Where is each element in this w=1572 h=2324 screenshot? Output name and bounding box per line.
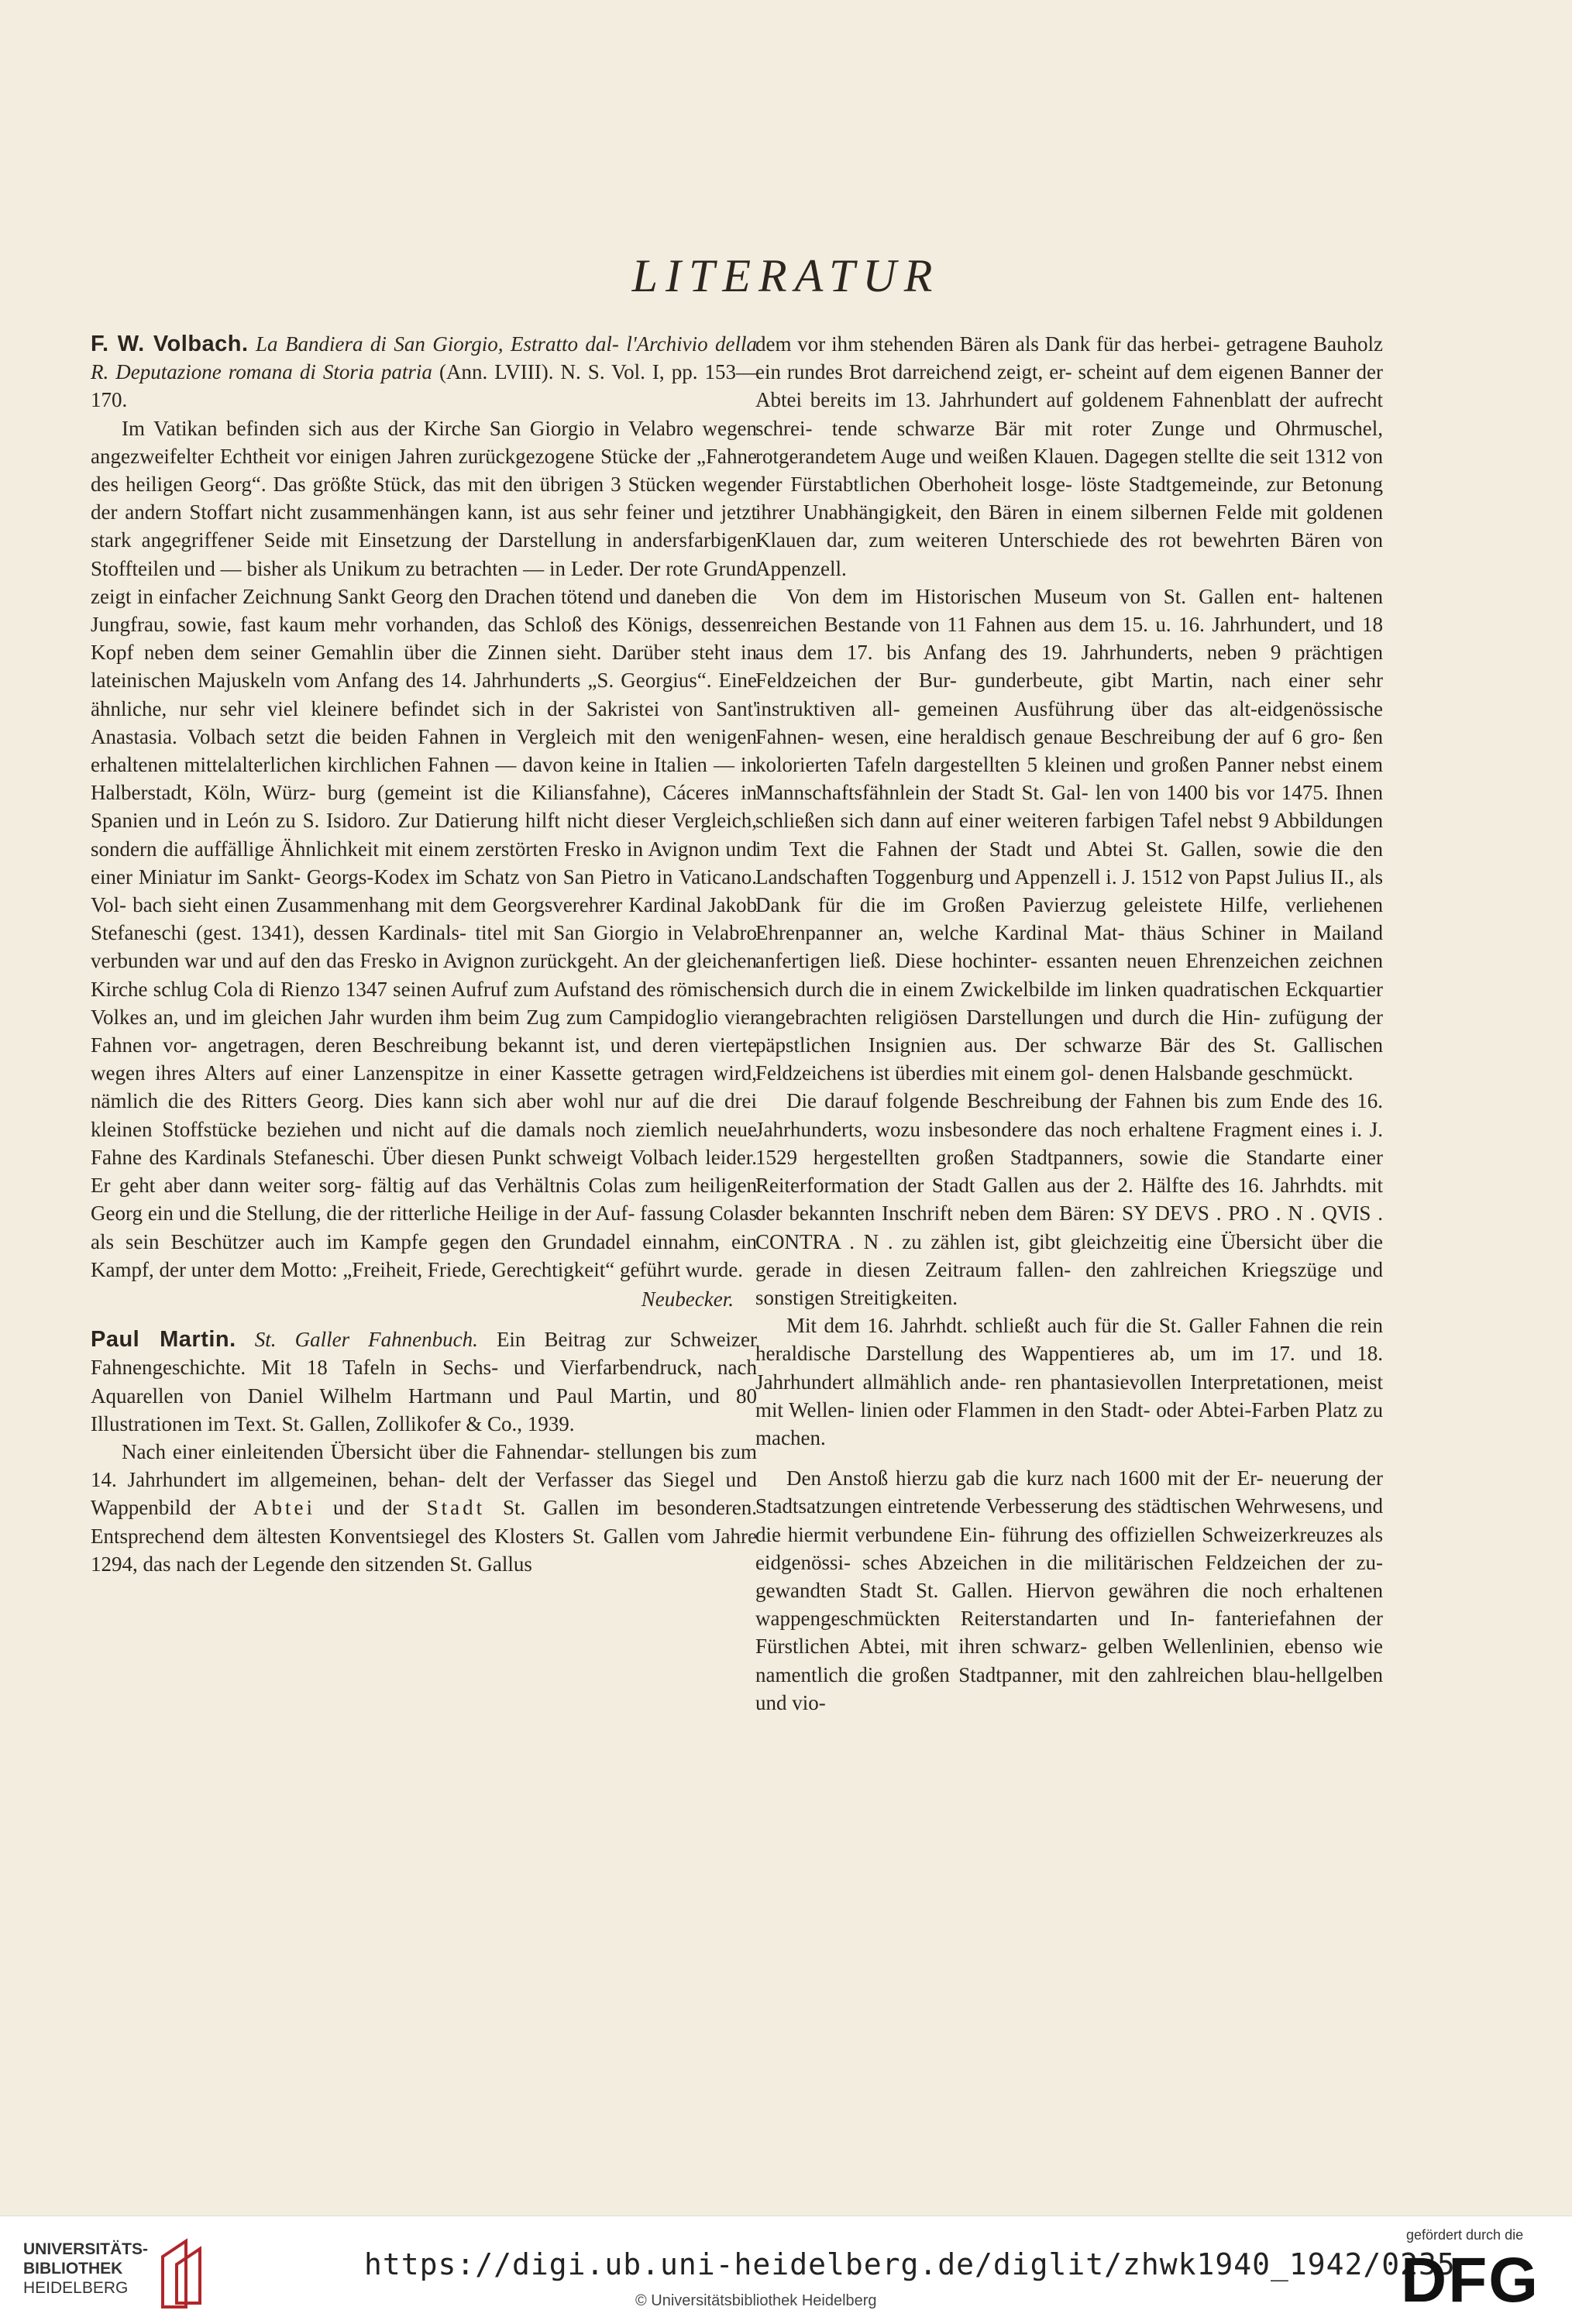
right-column xyxy=(755,330,1383,1717)
review-author: F. W. Volbach. xyxy=(91,332,249,356)
paragraph: Die darauf folgende Beschreibung der Fahnen bis zum Ende des 16. Jahrhunderts, wozu insbesondere das noch erhaltene Fragment eines i. J. 1529 hergestellten großen Stadtpanners, sowie die Standarte einer Reiterformation der Stadt Gallen aus der 2. Hälfte des 16. Jahrhdts. mit der bekannten Inschrift neben dem Bären: SY DEVS . PRO . N . QVIS . CONTRA . N . zu zählen ist, gibt gleichzeitig eine Übersicht über die gerade in diesen Zeitraum fallen- den zahlreichen Kriegszüge und sonstigen Streitigkeiten. xyxy=(755,1089,1383,1309)
library-name-line: BIBLIOTHEK xyxy=(23,2260,123,2278)
funding-label: gefördert durch die xyxy=(1406,2227,1524,2243)
viewer-footer xyxy=(0,2216,1572,2324)
paragraph: Von dem im Historischen Museum von St. Gallen ent- haltenen reichen Bestande von 11 Fahnen aus dem 15. u. 16. Jahrhundert, und 18 aus dem 17. bis Anfang des 19. Jahrhunderts, neben 9 prächtigen Feldzeichen der Bur- gunderbeute, gibt Martin, nach einer sehr instruktiven all- gemeinen Ausführung über das alt-eidgenössische Fahnen- wesen, eine heraldisch genaue Beschreibung der auf 6 gro- ßen kolorierten Tafeln dargestellten 5 kleinen und großen Panner nebst einem Mannschaftsfähnlein der Stadt St. Gal- len von 1400 bis vor 1475. Ihnen schließen sich dann auf einer weiteren farbigen Tafel nebst 9 Abbildungen im Text die Fahnen der Stadt und Abtei St. Gallen, sowie die den Landschaften Toggenburg und Appenzell i. J. 1512 von Papst Julius II., als Dank für die im Großen Pavierzug geleistete Hilfe, verliehenen Ehrenpanner an, welche Kardinal Mat- thäus Schiner in Mailand anfertigen ließ. Diese hochinter- essanten neuen Ehrenzeichen zeichnen sich durch die in einem Zwickelbilde im linken quadratischen Eckquartier angebrachten religiösen Darstellungen und durch die Hin- zufügung der päpstlichen Insignien aus. Der schwarze Bär des St. Gallischen Feldzeichens ist überdies mit einem gol- denen Halsbande geschmückt. xyxy=(755,584,1383,1085)
review-signature: Neubecker. xyxy=(641,1287,734,1311)
review-title: La Bandiera di San Giorgio, Estratto dal- l'Archivio della R. Deputazione romana di Storia patria xyxy=(91,332,757,384)
library-logo-icon xyxy=(155,2233,209,2311)
spaced-word: Abtei xyxy=(253,1496,316,1520)
paragraph: dem vor ihm stehenden Bären als Dank für das herbei- getragene Bauholz ein rundes Brot darreichend zeigt, er- scheint auf dem eigenen Banner der Abtei bereits im 13. Jahrhundert auf goldenem Fahnenblatt der aufrecht schrei- tende schwarze Bär mit roter Zunge und Ohrmuschel, rotgerandetem Auge und weißen Klauen. Dagegen stellte die seit 1312 von der Fürstabtlichen Oberhoheit losge- löste Stadtgemeinde, zur Betonung ihrer Unabhängigkeit, den Bären in einem silbernen Felde mit goldenen Klauen dar, zum weiteren Unterschiede des rot bewehrten Bären von Appenzell. xyxy=(755,332,1383,580)
review-author: Paul Martin. xyxy=(91,1327,236,1353)
library-city: HEIDELBERG xyxy=(23,2279,129,2297)
review-entry-volbach xyxy=(91,330,757,414)
page-heading: LITERATUR xyxy=(631,250,941,301)
paragraph: Mit dem 16. Jahrhdt. schließt auch für die St. Galler Fahnen die rein heraldische Darstellung des Wappentieres ab, um im 17. und 18. Jahrhundert allmählich ande- ren phantasievollen Interpretationen, meist mit Wellen- linien oder Flammen in den Stadt- oder Abtei-Farben Platz zu machen. xyxy=(755,1314,1383,1449)
review-citation: (Ann. LVIII). N. S. Vol. I, pp. 153—170. xyxy=(91,360,758,412)
copyright-notice: © Universitätsbibliothek Heidelberg xyxy=(635,2292,877,2309)
paragraph: Den Anstoß hierzu gab die kurz nach 1600 mit der Er- neuerung der Stadtsatzungen eintretende Verbesserung des städtischen Wehrwesens, und die hiermit verbundene Ein- führung des offiziellen Schweizerkreuzes als eidgenössi- sches Abzeichen in die militärischen Feldzeichen der zu- gewandten Stadt St. Gallen. Hiervon gewähren die noch erhaltenen wappengeschmückten Reiterstandarten und In- fanteriefahnen der Fürstlichen Abtei, mit ihren schwarz- gelben Wellenlinien, ebenso wie namentlich die großen Stadtpanner, mit den zahlreichen blau-hellgelben und vio- xyxy=(755,1466,1383,1714)
spaced-word: Stadt xyxy=(426,1496,486,1520)
library-name-line: UNIVERSITÄTS- xyxy=(23,2240,149,2258)
review-body: Im Vatikan befinden sich aus der Kirche San Giorgio in Velabro wegen angezweifelter Echtheit vor einigen Jahren zurückgezogene Stücke der „Fahne des heiligen Georg“. Das größte Stück, das mit den übrigen 3 Stücken wegen der andern Stoffart nicht zusammenhängen kann, ist aus sehr feiner und jetzt stark angegriffener Seide mit Einsetzung der Darstellung in andersfarbigen Stoffteilen und — bisher als Unikum zu betrachten — in Leder. Der rote Grund zeigt in einfacher Zeichnung Sankt Georg den Drachen tötend und daneben die Jungfrau, sowie, fast kaum mehr vorhanden, das Schloß des Königs, dessen Kopf neben dem seiner Gemahlin über die Zinnen sieht. Darüber steht in lateinischen Majuskeln vom Anfang des 14. Jahrhunderts „S. Georgius“. Eine ähnliche, nur sehr viel kleinere befindet sich in der Sakristei von Sant' Anastasia. Volbach setzt die beiden Fahnen in Vergleich mit den wenigen erhaltenen mittelalterlichen kirchlichen Fahnen — davon keine in Italien — in Halberstadt, Köln, Würz- burg (gemeint ist die Kiliansfahne), Cáceres in Spanien und in León zu S. Isidoro. Zur Datierung hilft nicht dieser Vergleich, sondern die auffällige Ähnlichkeit mit einem zerstörten Fresko in Avignon und einer Miniatur im Sankt- Georgs-Kodex im Schatz von San Pietro in Vaticano. Vol- bach sieht einen Zusammenhang mit dem Georgsverehrer Kardinal Jakob Stefaneschi (gest. 1341), dessen Kardinals- titel mit San Giorgio in Velabro verbunden war und auf den das Fresko in Avignon zurückgeht. An der gleichen Kirche schlug Cola di Rienzo 1347 seinen Aufruf zum Aufstand des römischen Volkes an, und im gleichen Jahr wurden ihm beim Zug zum Campidoglio vier Fahnen vor- angetragen, deren Beschreibung bekannt ist, und deren vierte wegen ihres Alters auf einer Lanzenspitze in einer Kassette getragen wird, nämlich die des Ritters Georg. Dies kann sich aber wohl nur auf die drei kleinen Stoffstücke beziehen und nicht auf die damals noch ziemlich neue Fahne des Kardinals Stefaneschi. Über diesen Punkt schweigt Volbach leider. Er geht aber dann weiter sorg- fältig auf das Verhältnis Colas zum heiligen Georg ein und die Stellung, die der ritterliche Heilige in der Auf- fassung Colas als sein Beschützer auch im Kampfe gegen den Grundadel einnahm, ein Kampf, der unter dem Motto: „Freiheit, Friede, Gerechtigkeit“ geführt wurde. xyxy=(91,416,757,1281)
dfg-logo: DFG xyxy=(1401,2245,1540,2315)
permalink-url[interactable]: https://digi.ub.uni-heidelberg.de/diglit/zhwk1940_1942/0235 xyxy=(364,2247,1456,2281)
review-title: St. Galler Fahnenbuch. xyxy=(254,1328,478,1352)
left-column xyxy=(91,330,757,1578)
review-description: Ein Beitrag zur Schweizer Fahnengeschichte. Mit 18 Tafeln in Sechs- und Vierfarbendruck, nach Aquarellen von Daniel Wilhelm Hartmann und Paul Martin, und 80 Illustrationen im Text. St. Gallen, Zollikofer & Co., 1939. xyxy=(91,1328,758,1435)
review-entry-martin xyxy=(91,1325,757,1438)
review-body: Nach einer einleitenden Übersicht über die Fahnendar- stellungen bis zum 14. Jahrhundert im allgemeinen, behan- delt der Verfasser das Siegel und Wappenbild der Abtei und der Stadt St. Gallen im besonderen. Entsprechend dem ältesten Konventsiegel des Klosters St. Gallen vom Jahre 1294, das nach der Legende den sitzenden St. Gallus xyxy=(91,1439,758,1576)
library-logo-text xyxy=(23,2240,148,2298)
